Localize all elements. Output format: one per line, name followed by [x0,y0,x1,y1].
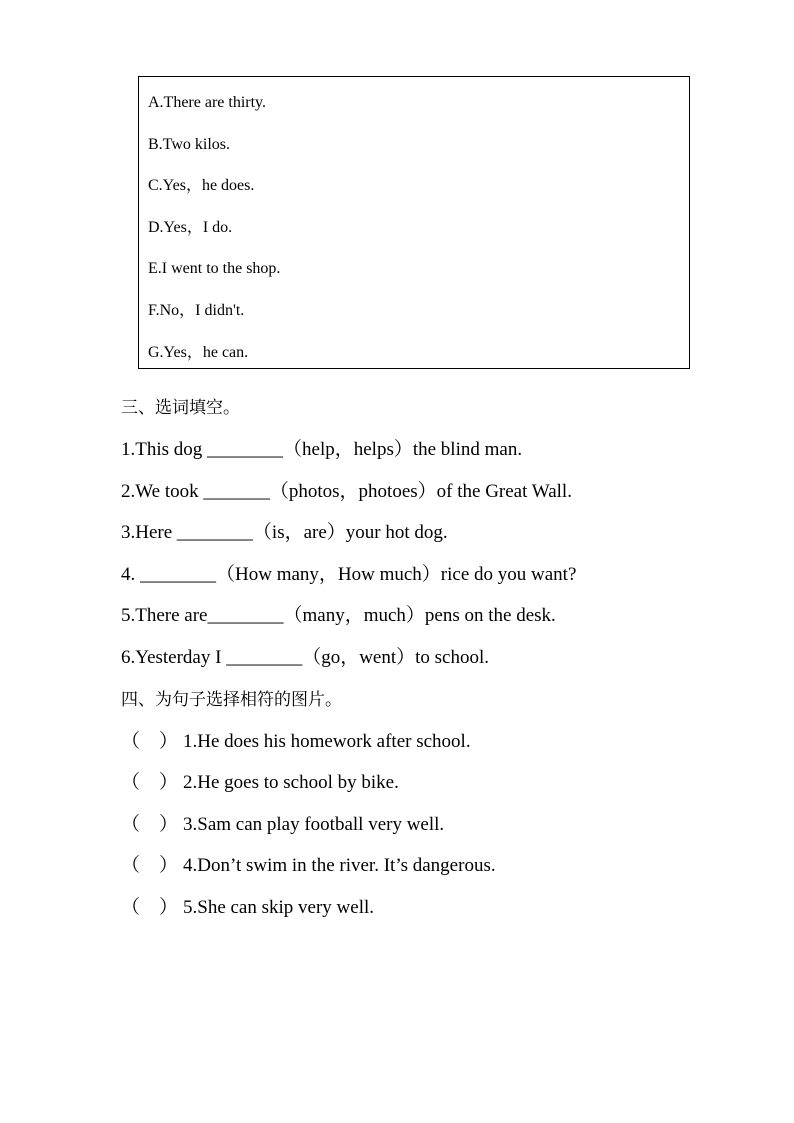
answer-option-c: C.Yes，he does. [148,177,255,194]
fill-blank-item-2: 2.We took _______（photos，photoes）of the Great Wall. [121,481,572,502]
picture-match-item-5 [121,896,374,920]
answer-option-f: F.No，I didn't. [148,302,245,319]
answer-option-a: A.There are thirty. [148,94,267,111]
picture-match-text: 4.Don’t swim in the river. It’s dangerous. [183,855,496,876]
answer-option-e: E.I went to the shop. [148,260,281,277]
picture-match-text: 3.Sam can play football very well. [183,814,445,835]
picture-match-text: 2.He goes to school by bike. [183,772,399,793]
answer-parentheses[interactable]: （ ） [121,897,179,918]
answer-option-d: D.Yes，I do. [148,219,233,236]
answer-option-b: B.Two kilos. [148,136,230,153]
fill-blank-item-5: 5.There are________（many，much）pens on the desk. [121,605,556,626]
picture-match-item-2 [121,771,399,795]
answer-parentheses[interactable]: （ ） [121,814,179,835]
section3-heading: 三、选词填空。 [121,398,240,418]
answer-option-g: G.Yes，he can. [148,344,249,361]
answer-parentheses[interactable]: （ ） [121,772,179,793]
picture-match-text: 5.She can skip very well. [183,897,375,918]
fill-blank-item-1: 1.This dog ________（help，helps）the blind man. [121,439,523,460]
fill-blank-item-3: 3.Here ________（is，are）your hot dog. [121,522,448,543]
picture-match-item-4 [121,854,496,878]
answer-options-box [138,76,690,369]
fill-blank-item-4: 4. ________（How many，How much）rice do you want? [121,564,577,585]
answer-parentheses[interactable]: （ ） [121,731,179,752]
answer-parentheses[interactable]: （ ） [121,855,179,876]
fill-blank-item-6: 6.Yesterday I ________（go，went）to school. [121,647,490,668]
picture-match-item-3 [121,813,444,837]
picture-match-text: 1.He does his homework after school. [183,731,471,752]
section4-heading: 四、为句子选择相符的图片。 [121,690,342,710]
picture-match-item-1 [121,730,471,754]
